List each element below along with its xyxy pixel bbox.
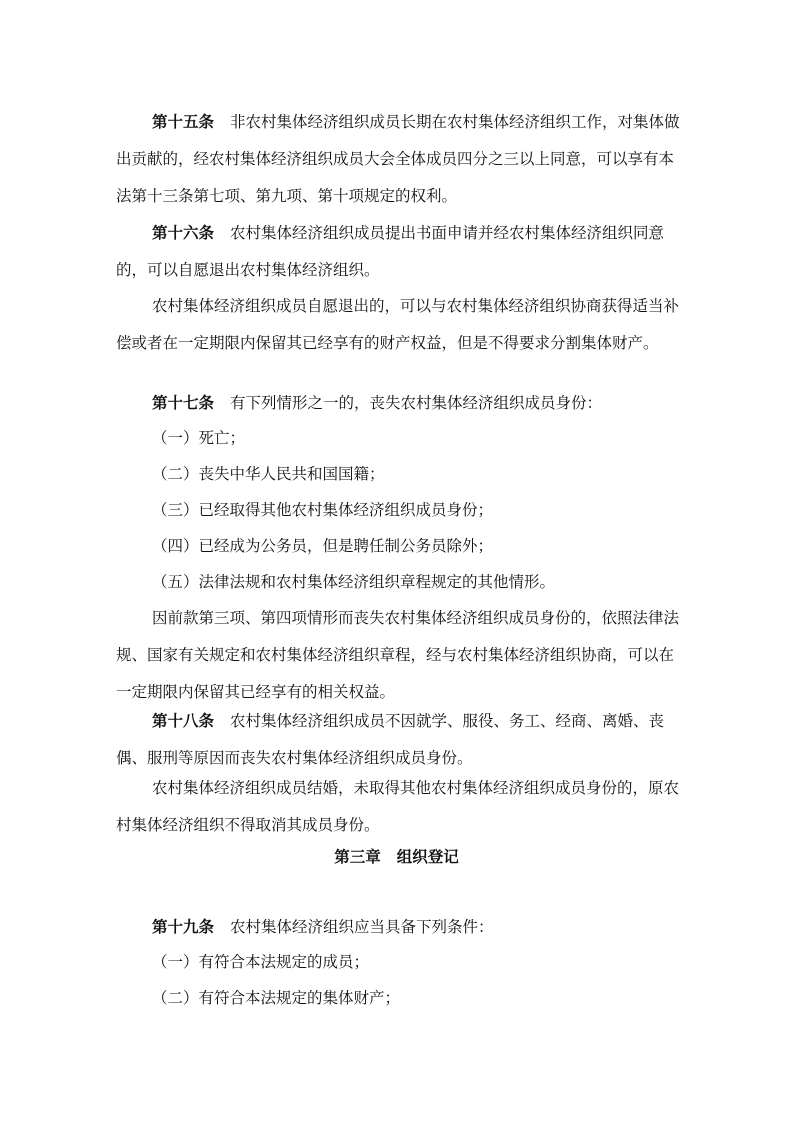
article-18-paragraph-2: 农村集体经济组织成员结婚，未取得其他农村集体经济组织成员身份的，原农村集体经济组织不得取消其成员身份。 bbox=[116, 779, 680, 834]
list-item: （二）丧失中华人民共和国国籍； bbox=[152, 465, 385, 483]
article-16 bbox=[116, 214, 686, 289]
list-item: （四）已经成为公务员，但是聘任制公务员除外； bbox=[152, 537, 494, 555]
list-item: （一）死亡； bbox=[152, 429, 246, 447]
article-19 bbox=[116, 908, 686, 946]
article-label: 第十九条 bbox=[152, 917, 215, 936]
article-text: 非农村集体经济组织成员长期在农村集体经济组织工作，对集体做出贡献的，经农村集体经济组织成员大会全体成员四分之三以上同意，可以享有本法第十三条第七项、第九项、第十项规定的权利。 bbox=[116, 113, 680, 205]
article-text: 农村集体经济组织应当具备下列条件： bbox=[230, 918, 494, 936]
list-item: （五）法律法规和农村集体经济组织章程规定的其他情形。 bbox=[152, 573, 556, 591]
article-18 bbox=[116, 702, 686, 777]
article-17-paragraph-2: 因前款第三项、第四项情形而丧失农村集体经济组织成员身份的，依照法律法规、国家有关规定和农村集体经济组织章程，经与农村集体经济组织协商，可以在一定期限内保留其已经享有的相关权益。 bbox=[116, 609, 680, 701]
chapter-number: 第三章 bbox=[334, 847, 381, 866]
article-text: 农村集体经济组织成员不因就学、服役、务工、经商、离婚、丧偶、服刑等原因而丧失农村集体经济组织成员身份。 bbox=[116, 712, 665, 767]
article-15 bbox=[116, 103, 686, 215]
article-label: 第十七条 bbox=[152, 393, 215, 412]
list-item: （二）有符合本法规定的集体财产； bbox=[152, 989, 401, 1007]
article-text: 有下列情形之一的，丧失农村集体经济组织成员身份： bbox=[230, 394, 603, 412]
chapter-heading bbox=[0, 838, 793, 875]
article-label: 第十八条 bbox=[152, 711, 215, 730]
article-label: 第十六条 bbox=[152, 223, 215, 242]
article-17 bbox=[116, 384, 686, 422]
list-item: （三）已经取得其他农村集体经济组织成员身份； bbox=[152, 501, 494, 519]
article-text: 农村集体经济组织成员提出书面申请并经农村集体经济组织同意的，可以自愿退出农村集体经济组织。 bbox=[116, 224, 665, 279]
list-item: （一）有符合本法规定的成员； bbox=[152, 953, 370, 971]
article-16-paragraph-2: 农村集体经济组织成员自愿退出的，可以与农村集体经济组织协商获得适当补偿或者在一定期限内保留其已经享有的财产权益，但是不得要求分割集体财产。 bbox=[116, 297, 680, 352]
article-label: 第十五条 bbox=[152, 112, 215, 131]
chapter-title: 组织登记 bbox=[396, 847, 459, 866]
